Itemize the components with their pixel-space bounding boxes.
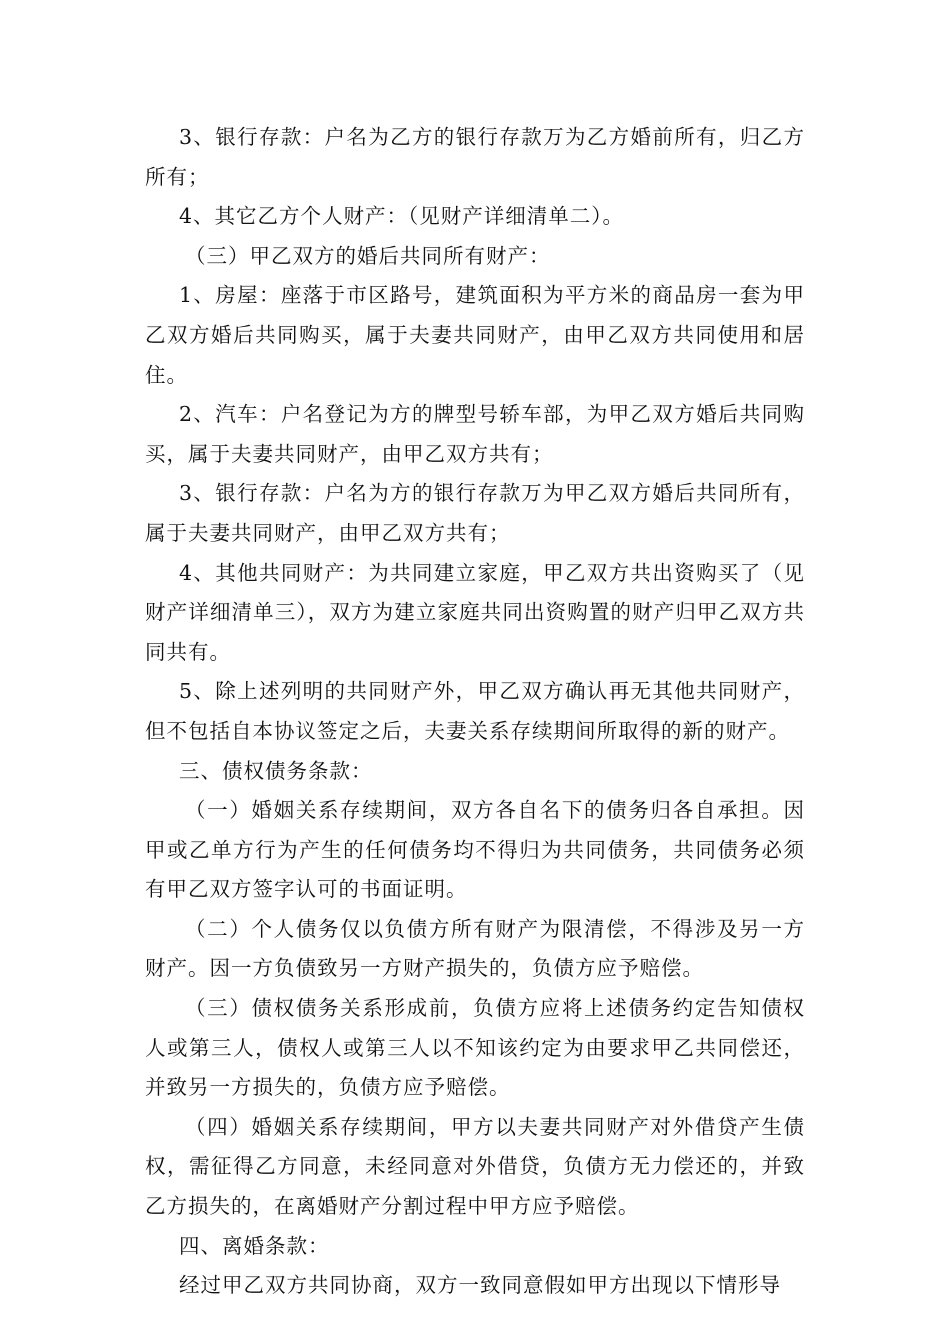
- paragraph-other-joint-property: 4、其他共同财产：为共同建立家庭，甲乙双方共出资购买了（见财产详细清单三），双方为建立家庭共同出资购置的财产归甲乙双方共同共有。: [145, 560, 805, 664]
- paragraph-debt-clause-3: （三）债权债务关系形成前，负债方应将上述债务约定告知债权人或第三人，债权人或第三人以不知该约定为由要求甲乙共同偿还，并致另一方损失的，负债方应予赔偿。: [145, 996, 805, 1100]
- paragraph-other-personal-property: 4、其它乙方个人财产：（见财产详细清单二）。: [179, 204, 625, 229]
- paragraph-no-other-joint-property: 5、除上述列明的共同财产外，甲乙双方确认再无其他共同财产，但不包括自本协议签定之后，夫妻关系存续期间所取得的新的财产。: [145, 679, 805, 743]
- paragraph-divorce-intro: 经过甲乙双方共同协商，双方一致同意假如甲方出现以下情形导: [179, 1273, 781, 1298]
- paragraph-debt-clause-2: （二）个人债务仅以负债方所有财产为限清偿，不得涉及另一方财产。因一方负债致另一方财产损失的，负债方应予赔偿。: [145, 916, 805, 981]
- paragraph-debt-clause-1: （一）婚姻关系存续期间，双方各自名下的债务归各自承担。因甲或乙单方行为产生的任何债务均不得归为共同债务，共同债务必须有甲乙双方签字认可的书面证明。: [145, 798, 805, 902]
- paragraph-debt-clause-4: （四）婚姻关系存续期间，甲方以夫妻共同财产对外借贷产生债权，需征得乙方同意，未经同意对外借贷，负债方无力偿还的，并致乙方损失的，在离婚财产分割过程中甲方应予赔偿。: [145, 1114, 805, 1219]
- paragraph-bank-deposit-party-b: 3、银行存款：户名为乙方的银行存款万为乙方婚前所有，归乙方所有；: [145, 125, 805, 189]
- paragraph-bank-deposit-joint: 3、银行存款：户名为方的银行存款万为甲乙双方婚后共同所有，属于夫妻共同财产，由甲乙双方共有；: [145, 481, 805, 545]
- document-page: [145, 118, 805, 1306]
- section-heading-joint-property: （三）甲乙双方的婚后共同所有财产：: [185, 243, 551, 268]
- section-heading-divorce-terms: 四、离婚条款：: [179, 1233, 330, 1258]
- paragraph-house: 1、房屋：座落于市区路号，建筑面积为平方米的商品房一套为甲乙双方婚后共同购买，属于夫妻共同财产，由甲乙双方共同使用和居住。: [145, 283, 805, 387]
- paragraph-car: 2、汽车：户名登记为方的牌型号轿车部，为甲乙双方婚后共同购买，属于夫妻共同财产，由甲乙双方共有；: [145, 402, 805, 466]
- section-heading-debt-terms: 三、债权债务条款：: [179, 758, 373, 783]
